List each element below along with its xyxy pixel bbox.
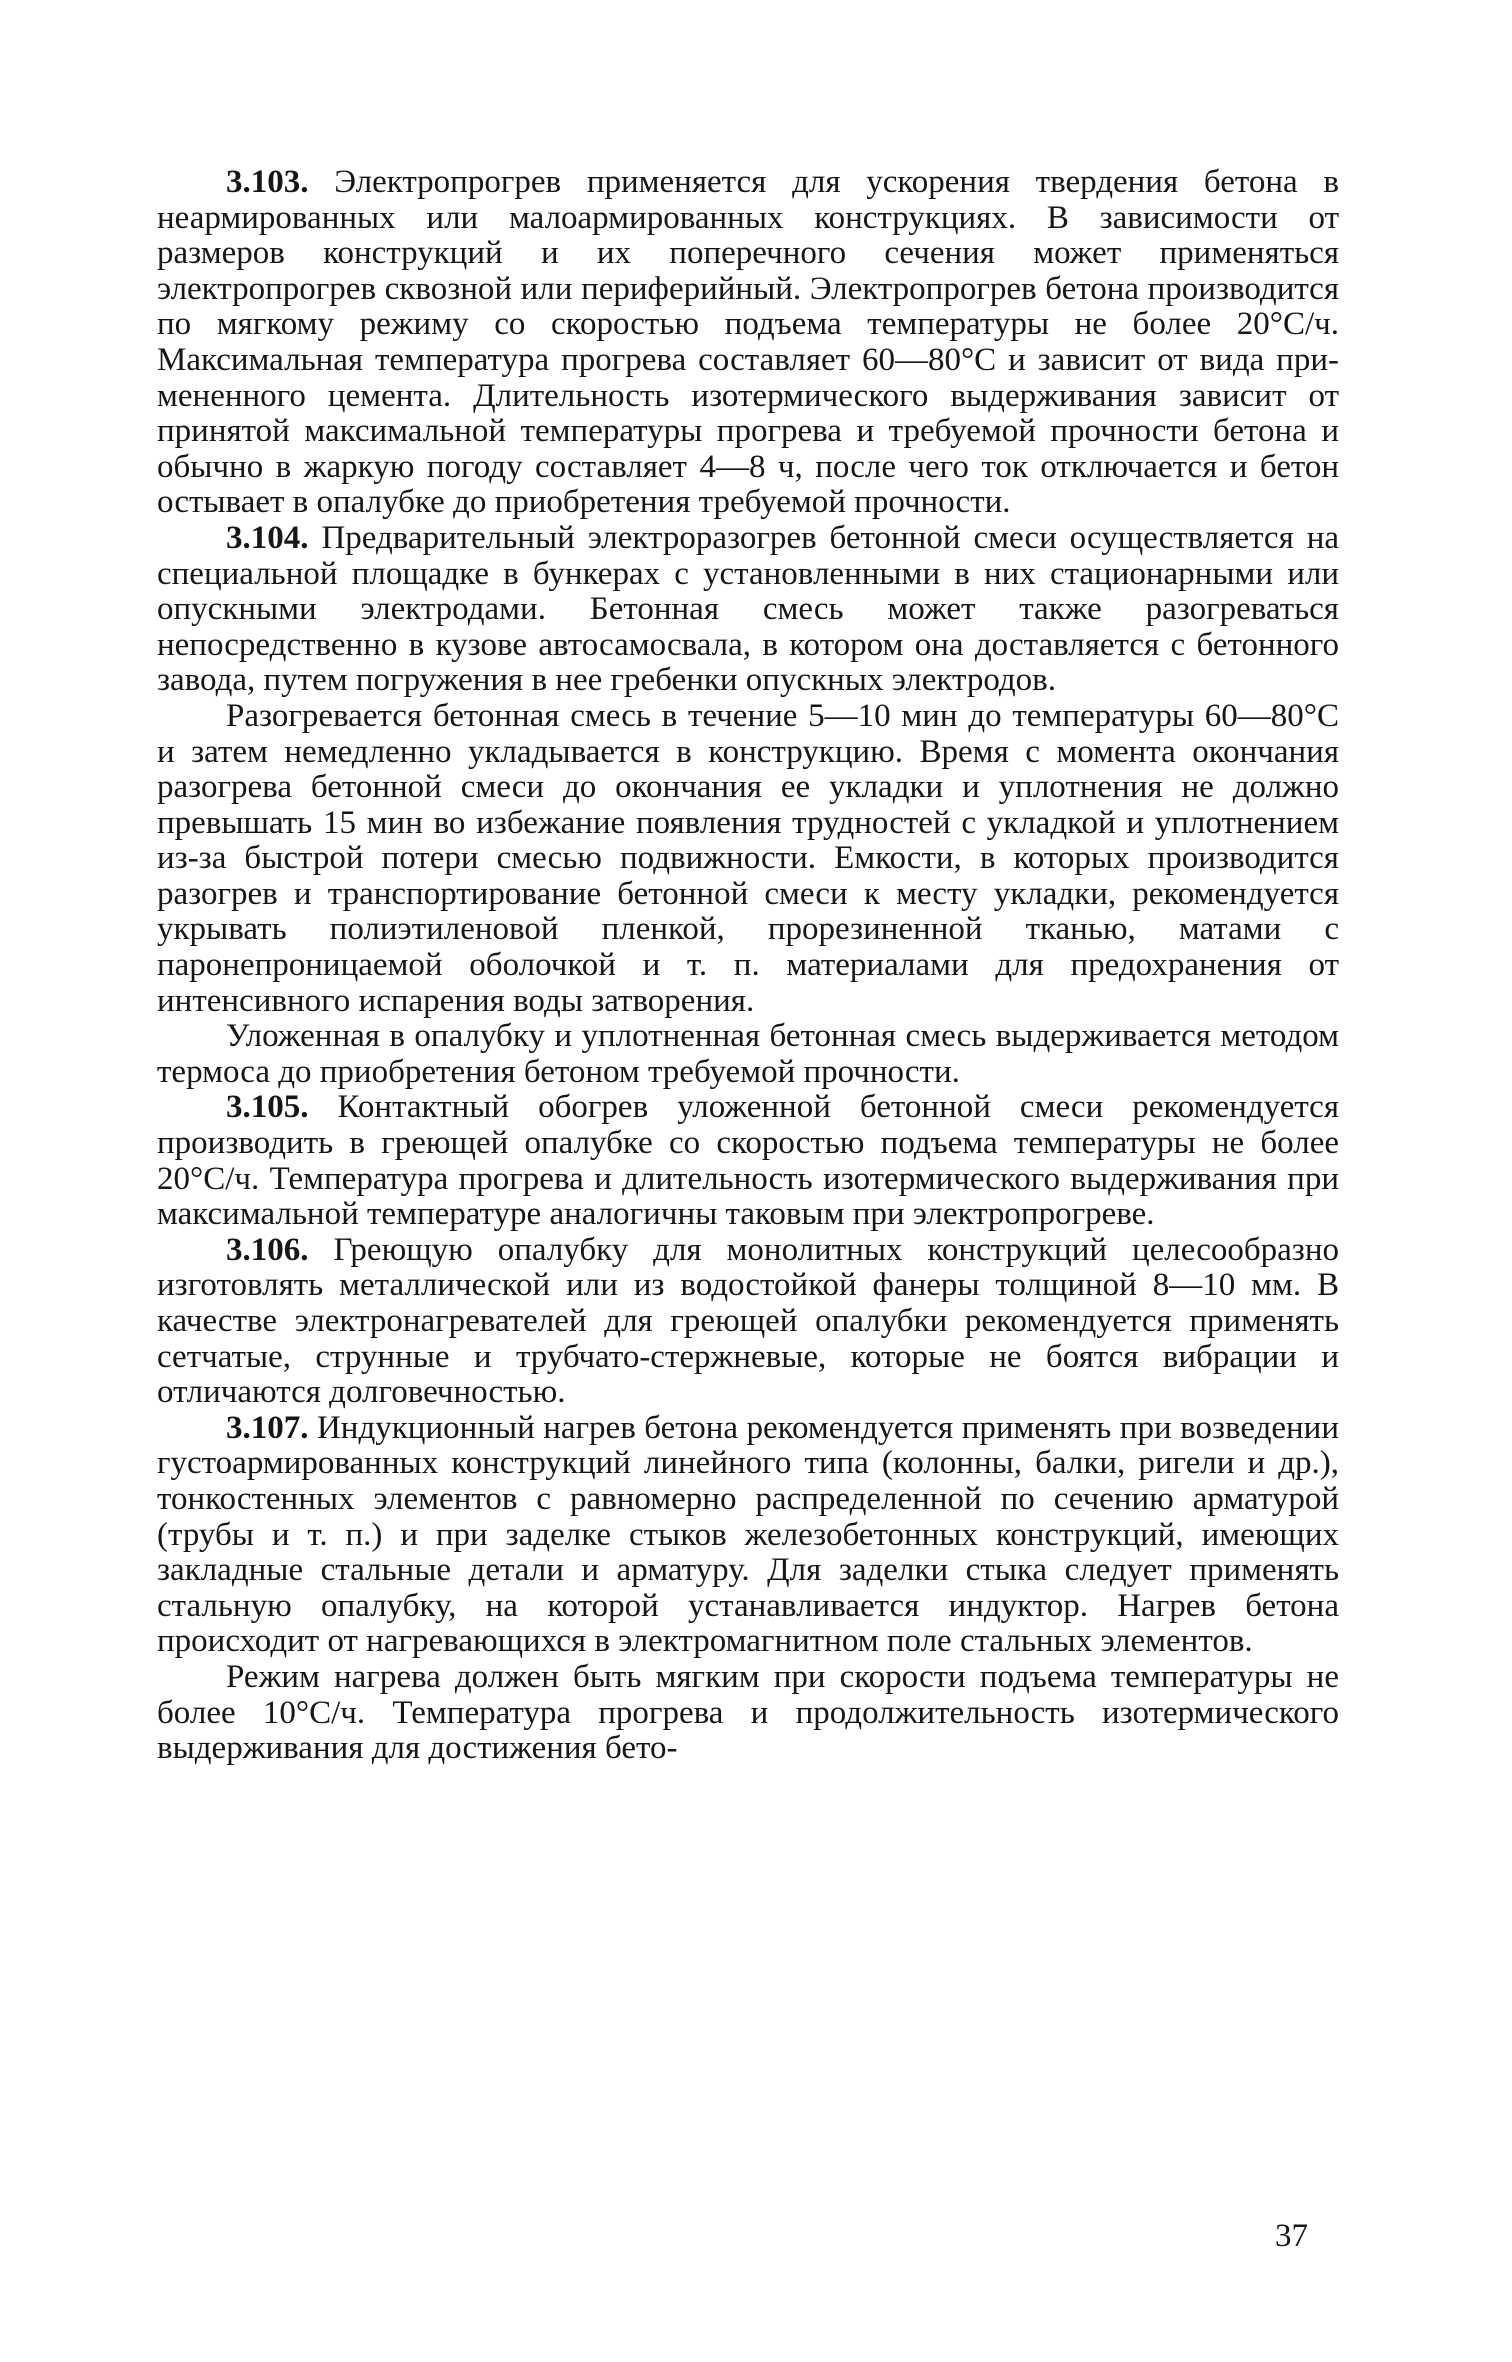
page-number: 37 — [1275, 2218, 1308, 2254]
paragraph-text: Индукционный нагрев бетона рекомендуется применять при возведении густоармированных конструкций линейного типа (колонны, балки, ригели и др.), тонкостенных элементов с равномерно распределенной по сечению арматурой (трубы и т. п.) и при заделке стыков железобетонных конструкций, имеющих закладные стальные детали и арматуру. Для заделки стыка следует применять стальную опалубку, на которой устанавливается индуктор. Нагрев бетона происходит от нагревающихся в электромагнитном поле стальных элементов. — [157, 1409, 1340, 1660]
paragraph-text: Режим нагрева должен быть мягким при скорости подъема температуры не более 10°С/ч. Температура прогрева и продолжительность изотермического выдерживания для достижения бето- — [157, 1658, 1339, 1767]
paragraph-3-104 — [157, 521, 1339, 699]
section-number: 3.104. — [226, 519, 309, 556]
paragraph-text: Уложенная в опалубку и уплотненная бетонная смесь выдерживается методом термоса до приобретения бетоном требуемой прочности. — [157, 1018, 1339, 1090]
page-body — [157, 165, 1339, 1767]
paragraph-text: Электропрогрев применяется для ускорения твердения бетона в неармированных или малоармированных конструкциях. В зависимости от размеров конструкций и их поперечного сечения может применяться электропрогрев сквозной или периферийный. Электропрогрев бетона производится по мягкому режиму со скоростью подъема температуры не более 20°С/ч. Максимальная температура прогрева составляет 60—80°С и зависит от вида примененного цемента. Длительность изотермического выдерживания зависит от принятой максимальной температуры прогрева и требуемой прочности бетона и обычно в жаркую погоду составляет 4—8 ч, после чего ток отключается и бетон остывает в опалубке до приобретения требуемой прочности. — [157, 164, 1340, 521]
section-number: 3.103. — [226, 164, 309, 200]
section-number: 3.106. — [226, 1231, 309, 1268]
paragraph-heating-mode — [157, 1660, 1339, 1767]
paragraph-text: Греющую опалубку для монолитных конструкций целесообразно изготовлять металлической или из водостойкой фанеры толщиной 8—10 мм. В качестве электронагревателей для греющей опалубки рекомендуется применять сетчатые, струнные и трубчато-стержневые, которые не боятся вибрации и отличаются долговечностью. — [157, 1231, 1339, 1411]
paragraph-text: Разогревается бетонная смесь в течение 5—10 мин до температуры 60—80°С и затем немедленно укладывается в конструкцию. Время с момента окончания разогрева бетонной смеси до окончания ее укладки и уплотнения не должно превышать 15 мин во избежание появления трудностей с укладкой и уплотнением из-за быстрой потери смесью подвижности. Емкости, в которых производится разогрев и транспортирование бетонной смеси к месту укладки, рекомендуется укрывать полиэтиленовой пленкой, прорезиненной тканью, матами с паронепроницаемой оболочкой и т. п. материалами для предохранения от интенсивного испарения воды затворения. — [157, 697, 1339, 1019]
paragraph-3-106 — [157, 1233, 1339, 1411]
section-number: 3.105. — [226, 1089, 309, 1126]
paragraph-3-105 — [157, 1090, 1339, 1232]
section-number: 3.107. — [226, 1409, 309, 1446]
paragraph-3-107 — [157, 1411, 1339, 1660]
paragraph-3-103 — [157, 165, 1339, 521]
paragraph-text: Контактный обогрев уложенной бетонной смеси рекомендуется производить в греющей опалубке со скоростью подъема температуры не более 20°С/ч. Температура прогрева и длительность изотермического выдерживания при максимальной температуре аналогичны таковым при электропрогреве. — [157, 1089, 1339, 1233]
paragraph-thermos — [157, 1019, 1339, 1090]
paragraph-preheating — [157, 699, 1339, 1019]
paragraph-text: Предварительный электроразогрев бетонной смеси осуществляется на специальной площадке в бункерах с установленными в них стационарными или опускными электродами. Бетонная смесь может также разогреваться непосредственно в кузове автосамосвала, в котором она доставляется с бетонного завода, путем погружения в нее гребенки опускных электродов. — [157, 519, 1339, 699]
